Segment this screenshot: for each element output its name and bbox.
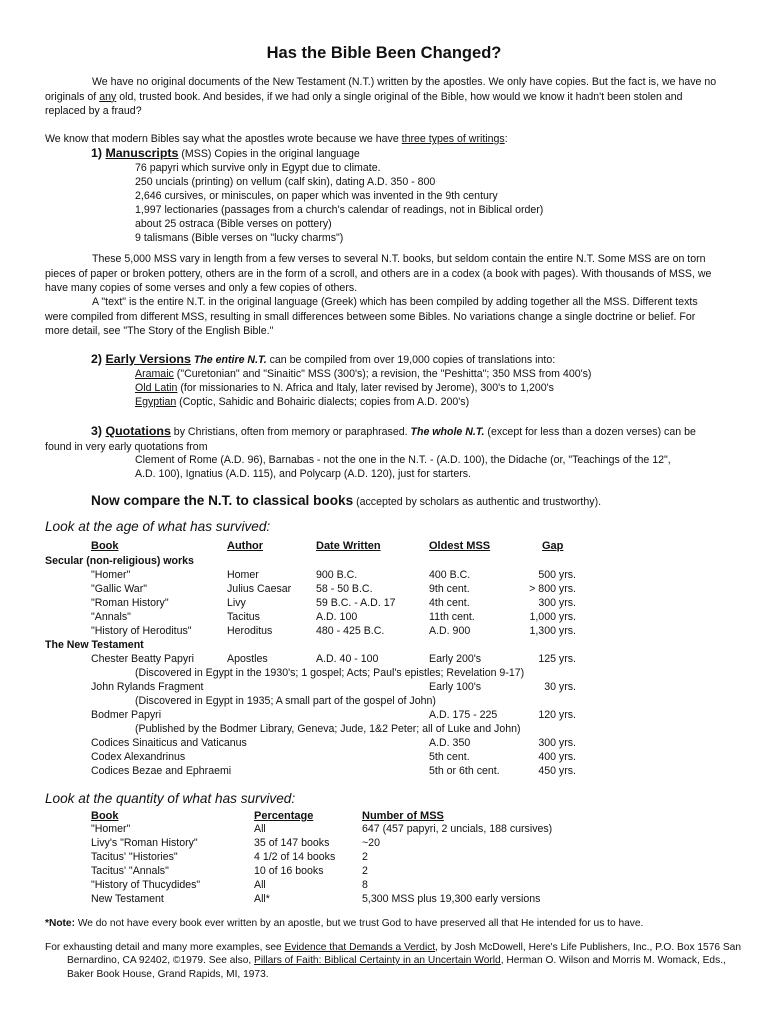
cell-percentage: 35 of 147 books — [254, 837, 330, 849]
cell-gap: 1,300 yrs. — [529, 625, 576, 637]
col-header-book: Book — [91, 540, 119, 552]
text-paragraph: A "text" is the entire N.T. in the original language (Greek) which has been compiled by adding together all the MSS. Different texts were compiled from different MSS, resulting in small differences between some Bibles. No variations change a single doctrine or belief. For more detail, see "The Story of the English Bible." — [45, 296, 698, 338]
cell-oldest: A.D. 175 - 225 — [429, 709, 498, 721]
cell-percentage: 4 1/2 of 14 books — [254, 851, 336, 863]
manuscripts-item: 76 papyri which survive only in Egypt due to climate. — [135, 162, 381, 174]
table-row — [0, 652, 768, 666]
manuscripts-item: 9 talismans (Bible verses on "lucky charms") — [135, 232, 344, 244]
age-heading: Look at the age of what has survived: — [45, 519, 271, 534]
version-text: ("Curetonian" and "Sinaitic" MSS (300's); a revision, the "Peshitta"; 350 MSS from 400's) — [173, 368, 592, 380]
cell-gap: 120 yrs. — [538, 709, 576, 721]
table-row — [0, 864, 768, 878]
note-label: *Note: — [45, 918, 75, 929]
compare-heading — [91, 494, 601, 509]
three-types-underlined: three types of writings — [401, 133, 505, 145]
cell-book: John Rylands Fragment — [91, 681, 204, 693]
cell-percentage: 10 of 16 books — [254, 865, 324, 877]
quotations-line: Clement of Rome (A.D. 96), Barnabas - not the one in the N.T. - (A.D. 100), the Didache (or, "Teachings of the 12", — [135, 454, 671, 466]
cell-book: Codices Bezae and Ephraemi — [91, 765, 232, 777]
versions-heading: Early Versions — [105, 352, 191, 366]
cell-number-mss: 2 — [362, 865, 368, 877]
col-header-percentage: Percentage — [254, 810, 314, 822]
cell-book: "Gallic War" — [91, 583, 147, 595]
table-row — [0, 836, 768, 850]
manuscripts-desc: (MSS) Copies in the original language — [178, 148, 360, 160]
compare-bold: Now compare the N.T. to classical books — [91, 493, 354, 508]
references-text-c: , Herman O. Wilson and Morris M. Womack, Eds., Baker Book House, Grand Rapids, MI, 1973. — [67, 955, 726, 980]
quotations-emphasis: The whole N.T. — [410, 426, 485, 438]
references — [45, 941, 747, 981]
col-header-author: Author — [227, 540, 264, 552]
reference-title-2: Pillars of Faith: Biblical Certainty in an Uncertain World — [254, 955, 501, 967]
cell-book: "History of Thucydides" — [91, 879, 201, 891]
table-row — [0, 892, 768, 906]
table-row — [0, 568, 768, 582]
table-row-note — [0, 666, 768, 680]
manuscripts-num: 1) — [91, 146, 106, 160]
manuscripts-item: about 25 ostraca (Bible verses on pottery) — [135, 218, 332, 230]
version-text: (Coptic, Sahidic and Bohairic dialects; copies from A.D. 200's) — [176, 396, 470, 408]
table-row — [0, 822, 768, 836]
quotations-paragraph — [45, 424, 721, 454]
table-row — [0, 624, 768, 638]
quantity-table-header — [0, 809, 768, 823]
secular-group-label: Secular (non-religious) works — [45, 555, 194, 567]
row-note: (Discovered in Egypt in 1935; A small part of the gospel of John) — [135, 695, 436, 707]
cell-author: Heroditus — [227, 625, 273, 637]
cell-gap: 400 yrs. — [538, 751, 576, 763]
cell-gap: 30 yrs. — [544, 681, 576, 693]
cell-author: Apostles — [227, 653, 268, 665]
table-row — [0, 878, 768, 892]
compare-rest: (accepted by scholars as authentic and trustworthy). — [353, 496, 602, 508]
note-text: We do not have every book ever written by an apostle, but we trust God to have preserved all that He intended for us to have. — [75, 918, 644, 929]
cell-number-mss: ~20 — [362, 837, 380, 849]
cell-book: "Homer" — [91, 823, 131, 835]
col-header-date: Date Written — [316, 540, 381, 552]
row-note: (Published by the Bodmer Library, Geneva; Jude, 1&2 Peter; all of Luke and John) — [135, 723, 521, 735]
col-header-oldest: Oldest MSS — [429, 540, 491, 552]
quotations-num: 3) — [91, 424, 106, 438]
cell-author: Homer — [227, 569, 259, 581]
three-types-colon: : — [504, 133, 508, 145]
cell-percentage: All — [254, 823, 266, 835]
references-text-b: , by Josh McDowell, Here's Life Publishers, Inc., P.O. Box 1576 San Bernardino, CA 92402, ©1979. See also, — [67, 942, 741, 967]
cell-author: Julius Caesar — [227, 583, 292, 595]
page-title: Has the Bible Been Changed? — [266, 44, 502, 62]
table-row-note — [0, 722, 768, 736]
reference-title-1: Evidence that Demands a Verdict — [284, 942, 436, 953]
cell-percentage: All — [254, 879, 266, 891]
table-row — [0, 708, 768, 722]
three-types-paragraph — [45, 132, 721, 147]
cell-gap: 450 yrs. — [538, 765, 576, 777]
cell-gap: 500 yrs. — [538, 569, 576, 581]
cell-number-mss: 2 — [362, 851, 368, 863]
manuscripts-item: 250 uncials (printing) on vellum (calf skin), dating A.D. 350 - 800 — [135, 176, 436, 188]
cell-oldest: Early 100's — [429, 681, 482, 693]
version-text: (for missionaries to N. Africa and Italy, later revised by Jerome), 300's to 1,200's — [177, 382, 554, 394]
col-header-number-mss: Number of MSS — [362, 810, 444, 822]
cell-number-mss: 647 (457 papyri, 2 uncials, 188 cursives) — [362, 823, 553, 835]
version-name: Aramaic — [135, 368, 174, 380]
cell-oldest: A.D. 350 — [429, 737, 471, 749]
cell-percentage: All* — [254, 893, 270, 905]
quantity-heading: Look at the quantity of what has survived: — [45, 791, 296, 806]
versions-num: 2) — [91, 352, 106, 366]
quotations-desc-a: by Christians, often from memory or paraphrased. — [170, 426, 411, 438]
cell-number-mss: 8 — [362, 879, 368, 891]
cell-oldest: A.D. 900 — [429, 625, 471, 637]
cell-oldest: 11th cent. — [429, 611, 475, 623]
quotations-desc-b: (except for less than a dozen verses) can be found in very early quotations from — [45, 426, 696, 453]
cell-book: Codices Sinaiticus and Vaticanus — [91, 737, 247, 749]
cell-date: 480 - 425 B.C. — [316, 625, 385, 637]
cell-author: Tacitus — [227, 611, 260, 623]
col-header-gap: Gap — [542, 540, 564, 552]
manuscripts-heading: Manuscripts — [105, 146, 179, 160]
cell-oldest: 9th cent. — [429, 583, 470, 595]
cell-book: Codex Alexandrinus — [91, 751, 186, 763]
cell-book: Tacitus' "Annals" — [91, 865, 169, 877]
cell-gap: 300 yrs. — [538, 597, 576, 609]
table-row — [0, 610, 768, 624]
version-name: Old Latin — [135, 382, 178, 394]
intro-text-b: old, trusted book. And besides, if we had only a single original of the Bible, how would we know it hadn't been stolen and replaced by a fraud? — [45, 90, 683, 118]
cell-date: 900 B.C. — [316, 569, 358, 581]
cell-date: 59 B.C. - A.D. 17 — [316, 597, 396, 609]
cell-book: "Roman History" — [91, 597, 169, 609]
version-item — [135, 395, 469, 409]
table-row — [0, 582, 768, 596]
cell-book: "History of Heroditus" — [91, 625, 192, 637]
cell-author: Livy — [227, 597, 246, 609]
cell-gap: 1,000 yrs. — [529, 611, 576, 623]
table-row-note — [0, 694, 768, 708]
mss-paragraph: These 5,000 MSS vary in length from a few verses to several N.T. books, but seldom contain the entire N.T. Some MSS are on torn pieces of paper or broken pottery, others are in the form of a scroll, and others are in a codex (a book with pages). With thousands of MSS, we have many copies of some verses and only a few copies of others. — [45, 253, 712, 295]
cell-oldest: 5th cent. — [429, 751, 470, 763]
intro-any: any — [99, 90, 117, 103]
intro-paragraph — [45, 75, 721, 119]
cell-number-mss: 5,300 MSS plus 19,300 early versions — [362, 893, 541, 905]
table-row — [0, 680, 768, 694]
version-item — [135, 381, 554, 395]
versions-desc: can be compiled from over 19,000 copies of translations into: — [266, 354, 556, 366]
table-row — [0, 850, 768, 864]
references-text-a: For exhausting detail and many more examples, see — [45, 942, 285, 953]
quotations-heading: Quotations — [105, 424, 171, 438]
cell-oldest: 5th or 6th cent. — [429, 765, 500, 777]
intro-text-a: We have no original documents of the New Testament (N.T.) written by the apostles. We only have copies. But the fact is, we have no originals of — [45, 76, 717, 103]
table-row — [0, 596, 768, 610]
versions-heading-line — [91, 352, 555, 367]
cell-book: Tacitus' "Histories" — [91, 851, 178, 863]
cell-gap: 300 yrs. — [538, 737, 576, 749]
age-table-header — [0, 539, 768, 553]
table-row — [0, 736, 768, 750]
manuscripts-item: 1,997 lectionaries (passages from a church's calendar of readings, not in Biblical order) — [135, 204, 544, 216]
cell-date: A.D. 100 — [316, 611, 358, 623]
manuscripts-item: 2,646 cursives, or miniscules, on paper which was invented in the 9th century — [135, 190, 498, 202]
cell-date: 58 - 50 B.C. — [316, 583, 373, 595]
row-note: (Discovered in Egypt in the 1930's; 1 gospel; Acts; Paul's epistles; Revelation 9-17) — [135, 667, 525, 679]
three-types-text: We know that modern Bibles say what the apostles wrote because we have — [45, 133, 402, 145]
cell-oldest: Early 200's — [429, 653, 482, 665]
cell-book: "Homer" — [91, 569, 131, 581]
cell-oldest: 400 B.C. — [429, 569, 471, 581]
cell-book: Livy's "Roman History" — [91, 837, 198, 849]
versions-emphasis: The entire N.T. — [193, 354, 267, 366]
version-item — [135, 367, 591, 381]
manuscripts-heading-line — [91, 146, 360, 161]
version-name: Egyptian — [135, 396, 177, 408]
col-header-book: Book — [91, 810, 119, 822]
cell-book: "Annals" — [91, 611, 131, 623]
quotations-line: A.D. 100), Ignatius (A.D. 115), and Polycarp (A.D. 120), just for starters. — [135, 468, 471, 480]
cell-book: New Testament — [91, 893, 164, 905]
table-row — [0, 750, 768, 764]
cell-oldest: 4th cent. — [429, 597, 470, 609]
cell-date: A.D. 40 - 100 — [316, 653, 379, 665]
note — [45, 917, 721, 932]
cell-gap: 125 yrs. — [538, 653, 576, 665]
cell-gap: > 800 yrs. — [529, 583, 576, 595]
cell-book: Chester Beatty Papyri — [91, 653, 195, 665]
table-row — [0, 764, 768, 778]
nt-group-label: The New Testament — [45, 639, 144, 651]
cell-book: Bodmer Papyri — [91, 709, 162, 721]
